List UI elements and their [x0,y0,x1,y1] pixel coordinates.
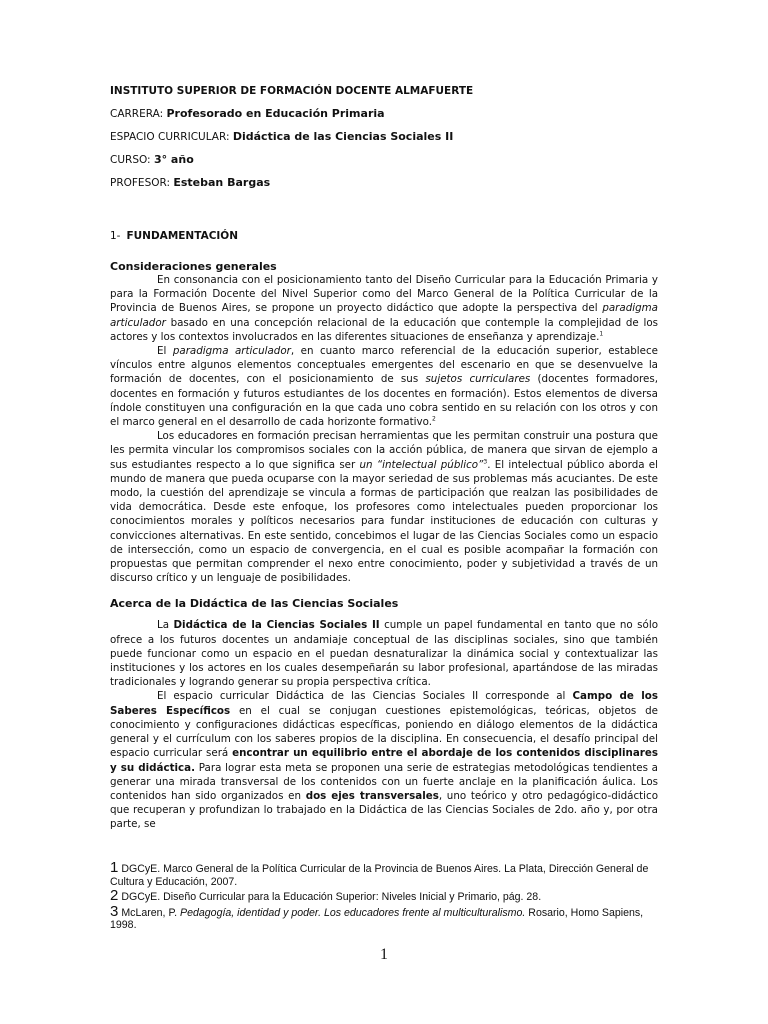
paragraph-3: Los educadores en formación precisan herramientas que les permitan construir una postura que les permita vincular los compromisos sociales con la acción pública, de manera que sirvan de ejemplo a sus estudiantes respecto a lo que significa ser un “intelectual público”$^3$. El intelectual público aborda el mundo de manera que pueda ocuparse con la mayor seriedad de sus problemas más acuciantes. De este modo, la cuestión del aprendizaje se vincula a formas de participación que realzan las posibilidades de vida democrática. Desde este enfoque, los profesores como intelectuales pueden proporcionar los conocimientos morales y políticos necesarios para fundar instituciones de educación con culturas y convicciones alternativas. En este sentido, concebimos el lugar de las Ciencias Sociales como un espacio de intersección, como un espacio de convergencia, en el cual es posible acompañar la formación con propuestas que permitan comprender el nexo entre conocimiento, poder y subjetividad a través de un discurso crítico y un lenguaje de posibilidades. [110,430,659,585]
footnote-3: 3 McLaren, P. Pedagogía, identidad y poder. Los educadores frente al multiculturalismo. Rosario, Homo Sapiens, 1998. [110,902,644,931]
course-line: CURSO: 3° año [110,153,194,166]
institute-title: INSTITUTO SUPERIOR DE FORMACIÓN DOCENTE ALMAFUERTE [110,85,474,97]
footnote-ref-3: 3 [483,458,488,466]
section-heading: 1- FUNDAMENTACIÓN [110,230,239,242]
page-number: 1 [380,946,388,963]
paragraph-1: En consonancia con el posicionamiento tanto del Diseño Curricular para la Educación Primaria y para la Formación Docente del Nivel Superior como del Marco General de la Política Curricular de la Provincia de Buenos Aires, se propone un proyecto didáctico que adopte la perspectiva del paradigma articulador basado en una concepción relacional de la educación que contemple la complejidad de los actores y los contextos involucrados en las diferentes situaciones de enseñanza y aprendizaje.$^1$ [110,274,658,343]
curricular-space-line: ESPACIO CURRICULAR: Didáctica de las Ciencias Sociales II [110,130,454,143]
paragraph-5: El espacio curricular Didáctica de las Ciencias Sociales II corresponde al Campo de los Saberes Específicos en el cual se conjugan cuestiones epistemológicas, teóricas, objetos de conocimiento y configuraciones didácticas específicas, poniendo en diálogo elementos de la didáctica general y el currículum con los saberes propios de la disciplina. En consecuencia, el desafío principal del espacio curricular será encontrar un equilibrio entre el abordaje de los contenidos disciplinares y su didáctica. Para lograr esta meta se proponen una serie de estrategias metodológicas tendientes a generar una mirada transversal de los contenidos con un fuerte anclaje en la planificación áulica. Los contenidos han sido organizados en dos ejes transversales, uno teórico y otro pedagógico-didáctico que recuperan y profundizan lo trabajado en la Didáctica de las Ciencias Sociales de 2do. año y, por otra parte, se [110,690,659,831]
footnote-2: 2 DGCyE. Diseño Curricular para la Educación Superior: Niveles Inicial y Primario, pág. 28. [110,887,542,904]
footnote-ref-2: 2 [432,415,436,423]
footnote-1: 1 DGCyE. Marco General de la Política Curricular de la Provincia de Buenos Aires. La Plata, Dirección General de Cultura y Educación, 2007. [110,859,649,888]
document-page [110,84,658,832]
professor-line: PROFESOR: Esteban Bargas [110,176,271,189]
footnote-ref-1: 1 [599,330,604,338]
subheading-general-considerations: Consideraciones generales [110,260,277,273]
footnotes [110,859,658,934]
paragraph-2: El paradigma articulador, en cuanto marco referencial de la educación superior, establece vínculos entre algunos elementos conceptuales emergentes del escenario en que se desenvuelve la formación de docentes, con el posicionamiento de sus sujetos curriculares (docentes formadores, docentes en formación y futuros estudiantes de los docentes en formación). Estos elementos de diversa índole constituyen una configuración en la que cada uno cobra sentido en su relación con los otros y con el marco general en el desarrollo de cada horizonte formativo.$^2$ [110,345,659,429]
subheading-didactics: Acerca de la Didáctica de las Ciencias Sociales [110,597,399,611]
career-line: CARRERA: Profesorado en Educación Primaria [110,107,385,120]
paragraph-4: La Didáctica de la Ciencias Sociales II cumple un papel fundamental en tanto que no sólo ofrece a los futuros docentes un andamiaje conceptual de las disciplinas sociales, sino que también puede funcionar como un espacio en el puedan desnaturalizar la dinámica social y contextualizar las instituciones y los actores en los cuales desempeñarán su labor profesional, apartándose de las miradas tradicionales y logrando generar su propia perspectiva crítica. [110,619,659,689]
